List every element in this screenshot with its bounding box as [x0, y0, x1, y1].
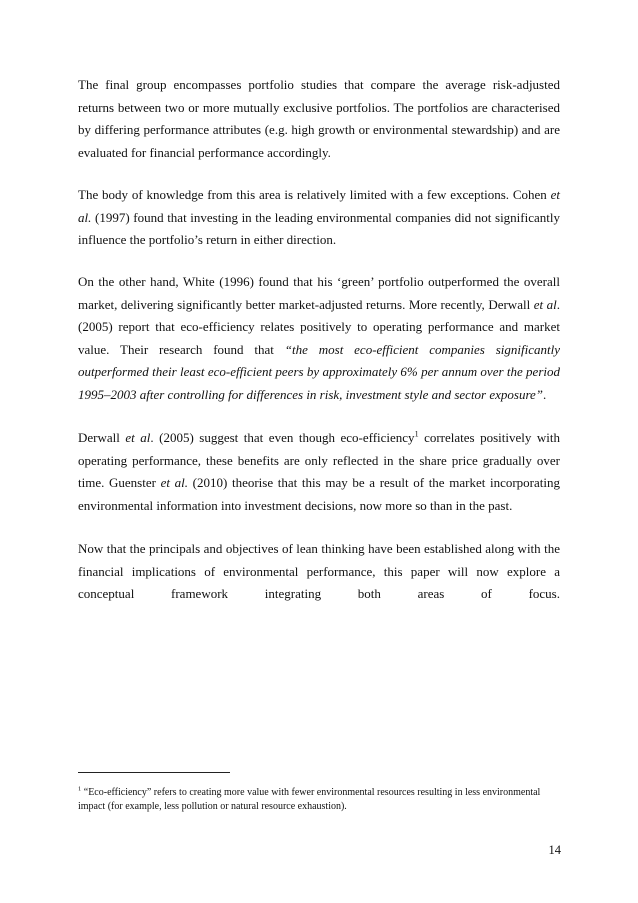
paragraph-text: .: [543, 386, 547, 402]
paragraph-eco-efficiency: [78, 427, 560, 517]
footnote-reference[interactable]: 1: [414, 429, 419, 439]
paragraph-text: Derwall: [78, 430, 126, 445]
research-quote: “the most eco-efficient companies significantly outperformed their least eco-efficient peers by approximately 6% per annum over the period 1995–2003 after controlling for differences in risk, investment style and sector exposure”: [78, 341, 560, 402]
paragraph-text: (2010) theorise that this may be a result of the market incorporating environmental information into investment decisions, now more so than in the past.: [78, 475, 561, 513]
paragraph-text: On the other hand, White (1996) found that his ‘green’ portfolio outperformed the overall market, delivering significantly better market-adjusted returns. More recently, Derwall: [78, 274, 560, 312]
et-al-citation: et al.: [78, 187, 560, 225]
paragraph-text: The final group encompasses portfolio studies that compare the average risk-adjusted returns between two or more mutually exclusive portfolios. The portfolios are characterised by differing performance attributes (e.g. high growth or environmental stewardship) and are evaluated for financial performance accordingly.: [78, 77, 560, 160]
paragraph-text: Now that the principals and objectives of lean thinking have been established along with the financial implications of environmental performance, this paper will now explore a conceptual framework integrating both areas of focus.: [78, 541, 560, 601]
paragraph-portfolio-studies: [78, 74, 560, 164]
et-al-citation: et al: [533, 296, 557, 312]
footnote-divider: [78, 772, 230, 773]
footnote: [78, 786, 548, 814]
paragraph-white-derwall: [78, 271, 560, 406]
paragraph-text: (1997) found that investing in the leading environmental companies did not significantly influence the portfolio’s return in either direction.: [78, 209, 560, 247]
paragraph-text: The body of knowledge from this area is relatively limited with a few exceptions. Cohen: [78, 187, 551, 202]
et-al-citation: et al.: [160, 475, 188, 490]
footnote-marker: 1: [78, 785, 82, 793]
paragraph-text: . (2005) report that eco-efficiency relates positively to operating performance and market value. Their research found that: [78, 296, 560, 357]
paragraph-text: correlates positively with operating performance, these benefits are only reflected in the share price gradually over time. Guenster: [78, 430, 560, 490]
page-number: 14: [548, 843, 561, 857]
et-al-citation: et al: [125, 430, 151, 445]
paragraph-body-of-knowledge: [78, 184, 560, 252]
footnote-text: “Eco-efficiency” refers to creating more value with fewer environmental resources resulting in less environmental impact (for example, less pollution or natural resource exhaustion).: [78, 787, 541, 812]
paragraph-text: . (2005) suggest that even though eco-efficiency: [150, 430, 415, 445]
paragraph-conclusion: [78, 538, 560, 606]
